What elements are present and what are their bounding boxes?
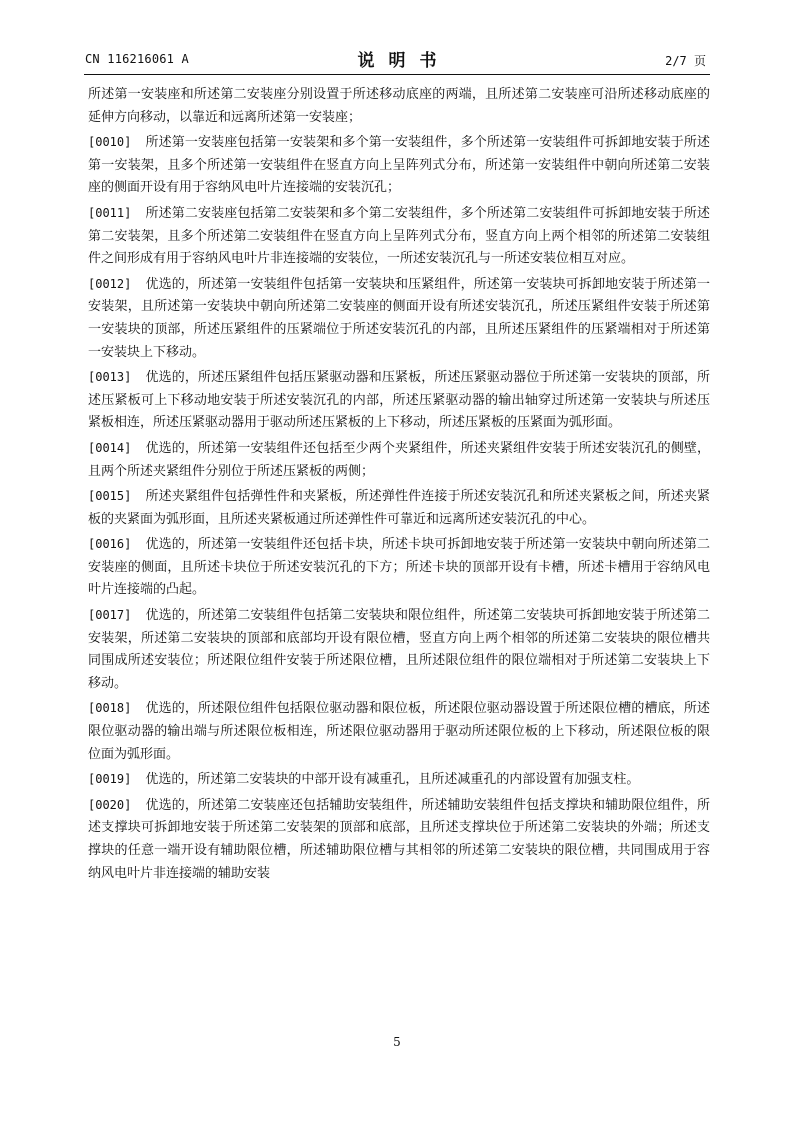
paragraph-text: 所述夹紧组件包括弹性件和夹紧板，所述弹性件连接于所述安装沉孔和所述夹紧板之间，所述夹紧板的夹紧面为弧形面，且所述夹紧板通过所述弹性件可靠近和远离所述安装沉孔的中心。: [88, 489, 710, 527]
paragraph-number: [0015]: [88, 489, 132, 504]
paragraph: [88, 533, 710, 602]
page-indicator: 2/7 页: [665, 54, 706, 68]
paragraph: [88, 437, 710, 483]
paragraph: [88, 604, 710, 695]
paragraph: [88, 768, 710, 792]
paragraph-number: [0011]: [88, 205, 132, 220]
paragraph-text: 优选的，所述第二安装块的中部开设有减重孔，且所述减重孔的内部设置有加强支柱。: [145, 772, 640, 788]
paragraph-text: 所述第一安装座包括第一安装架和多个第一安装组件，多个所述第一安装组件可拆卸地安装于所述第一安装架，且多个所述第一安装组件在竖直方向上呈阵列式分布，所述第一安装组件中朝向所述第二安装座的侧面开设有用于容纳风电叶片连接端的安装沉孔；: [88, 135, 710, 196]
paragraph-text: 优选的，所述第二安装组件包括第二安装块和限位组件，所述第二安装块可拆卸地安装于所述第二安装架，所述第二安装块的顶部和底部均开设有限位槽，竖直方向上两个相邻的所述第二安装块的限位槽共同围成所述安装位；所述限位组件安装于所述限位槽，且所述限位组件的限位端相对于所述第二安装块上下移动。: [88, 608, 710, 691]
header-divider: [84, 74, 710, 75]
paragraph-number: [0010]: [88, 135, 132, 150]
paragraph-number: [0014]: [88, 440, 132, 455]
paragraph: [88, 366, 710, 435]
paragraph-text: 优选的，所述第一安装组件还包括卡块，所述卡块可拆卸地安装于所述第一安装块中朝向所述第二安装座的侧面，且所述卡块位于所述安装沉孔的下方；所述卡块的顶部开设有卡槽，所述卡槽用于容纳风电叶片连接端的凸起。: [88, 537, 710, 598]
page-number: 5: [393, 1035, 401, 1049]
paragraph-number: [0019]: [88, 772, 132, 787]
paragraph: [88, 273, 710, 364]
paragraph-number: [0016]: [88, 537, 132, 552]
paragraph-text: 优选的，所述第一安装组件还包括至少两个夹紧组件，所述夹紧组件安装于所述安装沉孔的侧壁，且两个所述夹紧组件分别位于所述压紧板的两侧；: [88, 440, 710, 479]
paragraph-text: 优选的，所述限位组件包括限位驱动器和限位板，所述限位驱动器设置于所述限位槽的槽底，所述限位驱动器的输出端与所述限位板相连，所述限位驱动器用于驱动所述限位板的上下移动，所述限位板的限位面为弧形面。: [88, 701, 710, 762]
paragraph: [88, 794, 710, 885]
paragraph-number: [0018]: [88, 701, 132, 716]
paragraph: [88, 202, 710, 271]
paragraph: [88, 131, 710, 200]
paragraph-text: 所述第二安装座包括第二安装架和多个第二安装组件，多个所述第二安装组件可拆卸地安装于所述第二安装架，且多个所述第二安装组件在竖直方向上呈阵列式分布，竖直方向上两个相邻的所述第二安装组件之间形成有用于容纳风电叶片非连接端的安装位，一所述安装沉孔与一所述安装位相互对应。: [88, 205, 710, 267]
paragraph: [88, 485, 710, 531]
paragraph-number: [0012]: [88, 276, 132, 291]
page-title: 说明书: [357, 51, 451, 71]
paragraph: [88, 84, 710, 129]
paragraph-number: [0013]: [88, 370, 132, 385]
paragraph-text: 优选的，所述压紧组件包括压紧驱动器和压紧板，所述压紧驱动器位于所述第一安装块的顶部，所述压紧板可上下移动地安装于所述安装沉孔的内部，所述压紧驱动器的输出轴穿过所述第一安装块与所述压紧板相连，所述压紧驱动器用于驱动所述压紧板的上下移动，所述压紧板的压紧面为弧形面。: [88, 370, 710, 431]
paragraph-text: 优选的，所述第一安装组件包括第一安装块和压紧组件，所述第一安装块可拆卸地安装于所述第一安装架，且所述第一安装块中朝向所述第二安装座的侧面开设有所述安装沉孔，所述压紧组件安装于所述第一安装块的顶部，所述压紧组件的压紧端位于所述安装沉孔的内部，且所述压紧组件的压紧端相对于所述第一安装块上下移动。: [88, 276, 710, 360]
paragraph-number: [0017]: [88, 608, 132, 623]
paragraph-text: 所述第一安装座和所述第二安装座分别设置于所述移动底座的两端，且所述第二安装座可沿所述移动底座的延伸方向移动，以靠近和远离所述第一安装座；: [88, 87, 710, 125]
patent-number: CN 116216061 A: [85, 52, 189, 66]
paragraph-text: 优选的，所述第二安装座还包括辅助安装组件，所述辅助安装组件包括支撑块和辅助限位组件，所述支撑块可拆卸地安装于所述第二安装架的顶部和底部，且所述支撑块位于所述第二安装块的外端；所述支撑块的任意一端开设有辅助限位槽，所述辅助限位槽与其相邻的所述第二安装块的限位槽，共同围成用于容纳风电叶片非连接端的辅助安装: [88, 797, 710, 881]
paragraph: [88, 697, 710, 766]
document-body: [88, 84, 710, 887]
paragraph-number: [0020]: [88, 797, 132, 812]
